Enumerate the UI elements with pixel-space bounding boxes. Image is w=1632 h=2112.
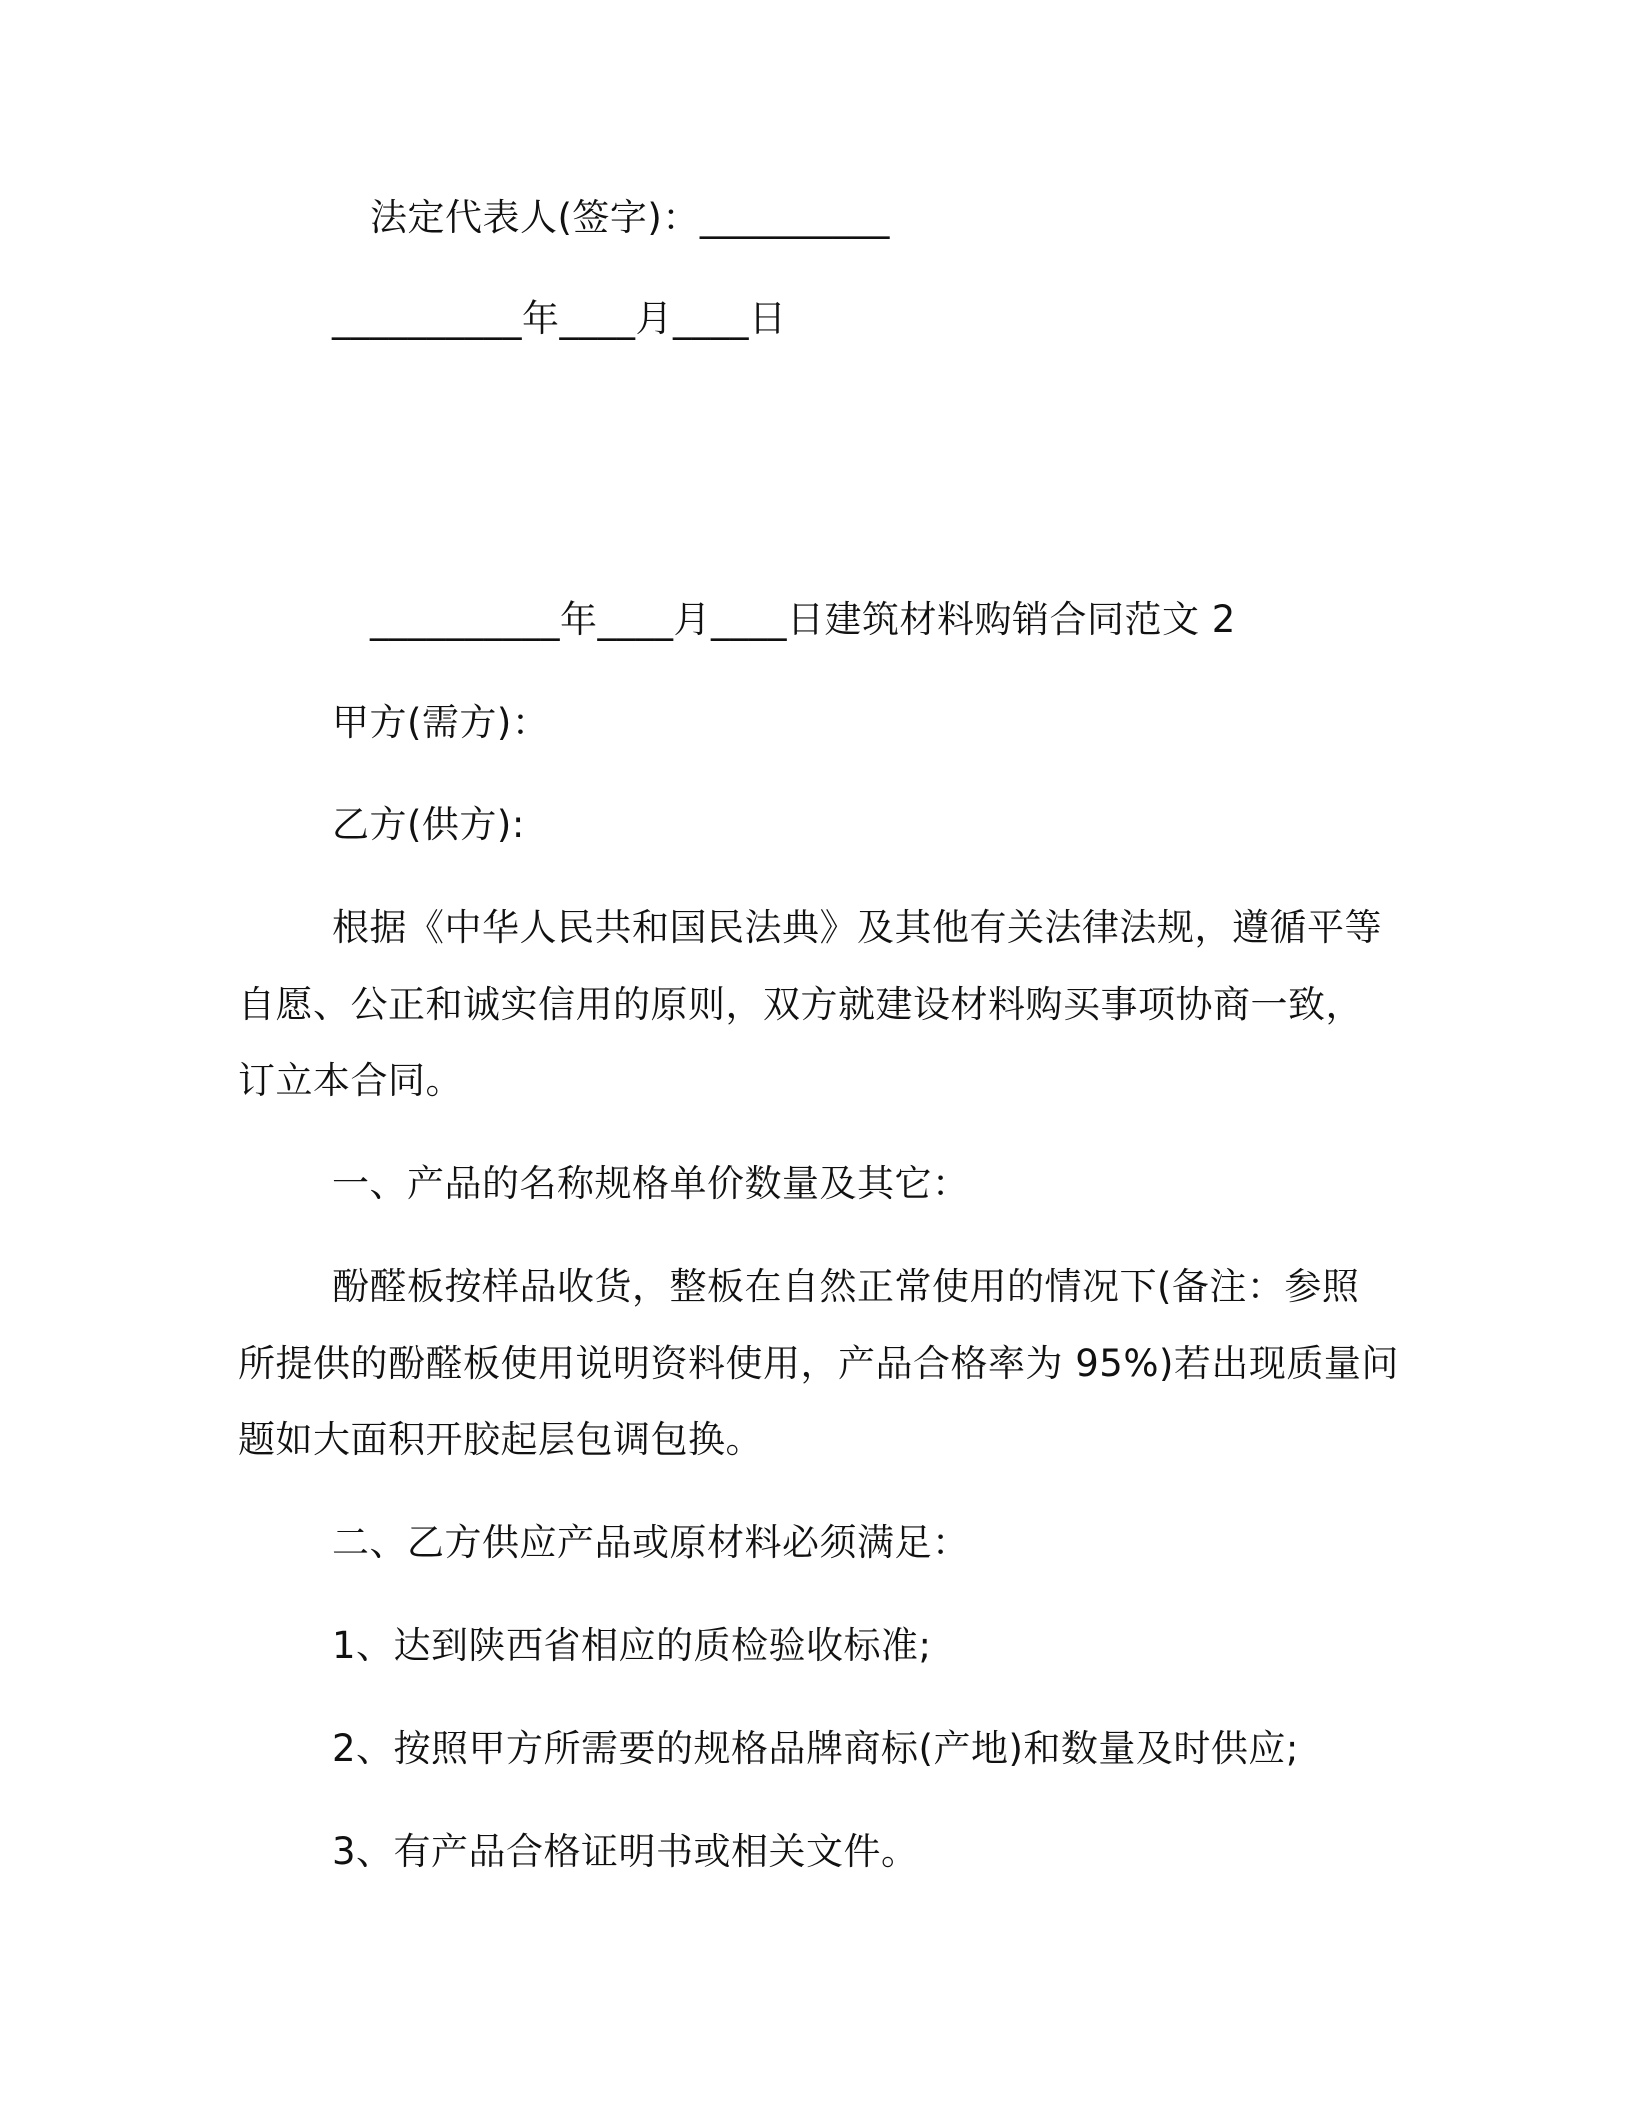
signature-line: 法定代表人(签字)：__________ (370, 196, 890, 239)
section-2-item: 3、有产品合格证明书或相关文件。 (332, 1830, 919, 1873)
preamble-line: 自愿、公正和诚实信用的原则，双方就建设材料购买事项协商一致， (238, 983, 1363, 1026)
section-1-body-line: 题如大面积开胶起层包调包换。 (238, 1418, 763, 1461)
party-b-line: 乙方(供方): (332, 803, 525, 846)
section-2-item: 1、达到陕西省相应的质检验收标准; (332, 1624, 932, 1667)
section-1-body-line: 所提供的酚醛板使用说明资料使用，产品合格率为 95%)若出现质量问 (238, 1342, 1399, 1385)
section-1-heading: 一、产品的名称规格单价数量及其它： (332, 1162, 970, 1205)
party-a-line: 甲方(需方)： (332, 701, 550, 744)
section-1-body-line: 酚醛板按样品收货，整板在自然正常使用的情况下(备注：参照 (332, 1265, 1360, 1308)
section-2-item: 2、按照甲方所需要的规格品牌商标(产地)和数量及时供应; (332, 1727, 1299, 1770)
preamble-line: 根据《中华人民共和国民法典》及其他有关法律法规，遵循平等 (332, 906, 1382, 949)
section-2-heading: 二、乙方供应产品或原材料必须满足： (332, 1521, 970, 1564)
preamble-line: 订立本合同。 (238, 1059, 463, 1102)
contract-title: __________年____月____日建筑材料购销合同范文 2 (370, 598, 1236, 641)
date-line: __________年____月____日 (332, 297, 787, 340)
